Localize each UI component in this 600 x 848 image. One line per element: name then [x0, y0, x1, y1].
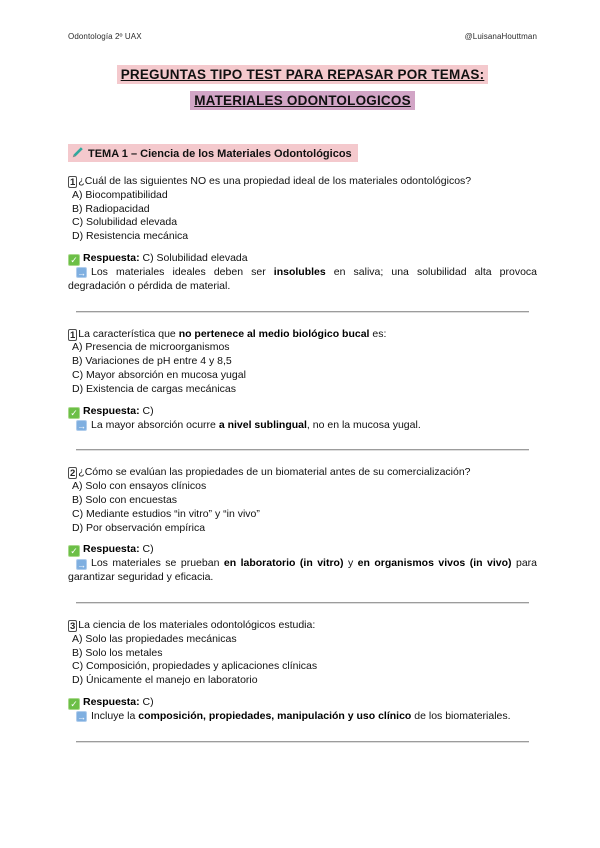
section-heading-highlight — [68, 144, 358, 162]
question-text: 1 La característica que no pertenece al medio biológico bucal es: — [70, 327, 387, 341]
question-number-icon: 1 — [70, 177, 76, 188]
explanation: → Incluye la composición, propiedades, manipulación y uso clínico de los biomateriales. — [77, 709, 511, 723]
title-line-1: PREGUNTAS TIPO TEST PARA REPASAR POR TEMAS: — [117, 65, 489, 84]
arrow-right-icon: → — [77, 421, 86, 432]
arrow-right-icon: → — [77, 559, 86, 570]
option-a: A) Solo con ensayos clínicos — [72, 480, 207, 493]
header-course: Odontología 2º UAX — [68, 32, 142, 41]
question-block-3 — [68, 466, 537, 603]
section-divider — [76, 449, 529, 450]
section-title: TEMA 1 – Ciencia de los Materiales Odontológicos — [88, 148, 352, 160]
check-icon: ✓ — [68, 545, 80, 557]
explanation: → Los materiales se prueban en laboratorio (in vitro) y en organismos vivos (in vivo) para garantizar seguridad y eficacia. — [68, 557, 538, 584]
option-b: B) Variaciones de pH entre 4 y 8,5 — [72, 355, 232, 368]
option-d: D) Resistencia mecánica — [72, 230, 189, 243]
explanation: → La mayor absorción ocurre a nivel sublingual, no en la mucosa yugal. — [77, 418, 421, 432]
arrow-right-icon: → — [77, 712, 86, 723]
option-a: A) Solo las propiedades mecánicas — [72, 632, 237, 645]
option-a: A) Presencia de microorganismos — [72, 341, 230, 354]
option-b: B) Radiopacidad — [72, 202, 150, 215]
section-divider — [76, 311, 529, 312]
question-block-4 — [68, 619, 537, 742]
option-d: D) Únicamente el manejo en laboratorio — [72, 674, 258, 687]
option-d: D) Por observación empírica — [72, 521, 206, 534]
answer-label: Respuesta: — [83, 695, 140, 708]
pencil-icon — [71, 146, 84, 159]
question-number-icon: 1 — [70, 329, 76, 341]
check-icon: ✓ — [68, 698, 80, 710]
option-a: A) Biocompatibilidad — [72, 188, 168, 201]
header-author-handle: @LuisanaHouttman — [464, 32, 537, 41]
answer-label: Respuesta: — [83, 404, 140, 417]
answer-value: C) — [139, 404, 154, 417]
question-text: 1 ¿Cuál de las siguientes NO es una propiedad ideal de los materiales odontológicos? — [70, 175, 472, 188]
title-line-2: MATERIALES ODONTOLOGICOS — [190, 91, 415, 110]
option-b: B) Solo con encuestas — [72, 493, 178, 506]
option-c: C) Solubilidad elevada — [72, 216, 178, 229]
section-divider — [76, 741, 529, 742]
question-block-1 — [68, 175, 537, 312]
question-block-2 — [68, 328, 537, 451]
answer-value: C) Solubilidad elevada — [139, 251, 248, 264]
answer-line — [68, 252, 537, 266]
answer-value: C) — [139, 695, 154, 708]
option-d: D) Existencia de cargas mecánicas — [72, 382, 236, 395]
answer-line — [68, 405, 537, 419]
option-c: C) Mayor absorción en mucosa yugal — [72, 368, 246, 381]
option-c: C) Mediante estudios “in vitro” y “in vivo” — [72, 507, 260, 520]
question-number-icon: 2 — [70, 468, 76, 480]
check-icon: ✓ — [68, 254, 80, 266]
question-number-icon: 3 — [70, 620, 76, 632]
check-icon: ✓ — [68, 407, 80, 419]
option-c: C) Composición, propiedades y aplicaciones clínicas — [72, 660, 318, 673]
question-text: 3 La ciencia de los materiales odontológicos estudia: — [70, 618, 316, 632]
document-title — [68, 62, 537, 114]
question-text: 2 ¿Cómo se evalúan las propiedades de un biomaterial antes de su comercialización? — [70, 466, 471, 480]
answer-value: C) — [139, 543, 154, 556]
answer-label: Respuesta: — [83, 543, 140, 556]
option-b: B) Solo los metales — [72, 646, 163, 659]
answer-line — [68, 696, 537, 710]
answer-line — [68, 543, 537, 557]
page-header — [68, 32, 537, 41]
answer-label: Respuesta: — [83, 251, 140, 264]
section-divider — [76, 602, 529, 603]
arrow-right-icon: → — [77, 268, 86, 279]
section-heading — [68, 144, 537, 162]
explanation: → Los materiales ideales deben ser insolubles en saliva; una solubilidad alta provoca degradación o pérdida de material. — [68, 265, 537, 292]
